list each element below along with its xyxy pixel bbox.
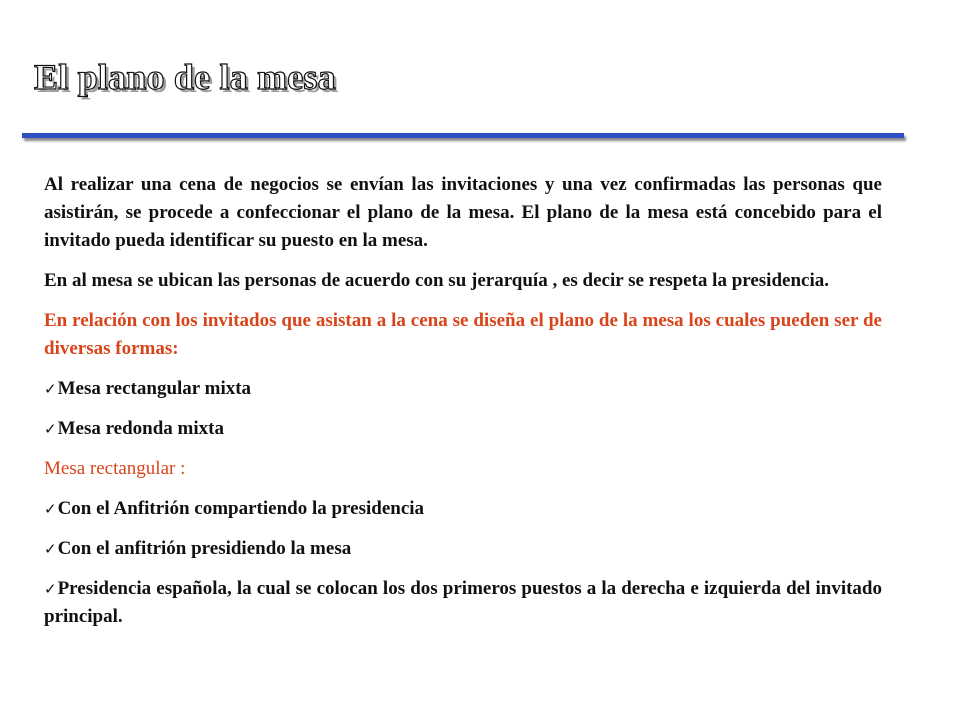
check-icon: ✓ [44,580,57,598]
list-item [44,575,882,631]
check-icon: ✓ [44,380,57,398]
list-item-text: Presidencia española, la cual se colocan los dos primeros puestos a la derecha e izquierda del invitado principal. [44,578,882,627]
check-icon: ✓ [44,420,57,438]
check-icon: ✓ [44,500,57,518]
paragraph-intro: Al realizar una cena de negocios se envían las invitaciones y una vez confirmadas las personas que asistirán, se procede a confeccionar el plano de la mesa. El plano de la mesa está concebido para el invitado pueda identificar su puesto en la mesa. [44,174,882,251]
list-item-text: Mesa rectangular mixta [57,378,252,399]
list-item-text: Mesa redonda mixta [57,418,224,439]
list-item [44,535,882,563]
paragraph-hierarchy: En al mesa se ubican las personas de acuerdo con su jerarquía , es decir se respeta la presidencia. [44,270,829,291]
check-icon: ✓ [44,540,57,558]
slide-body [44,171,882,643]
slide-title: El plano de la mesa [34,57,336,97]
list-item [44,415,882,443]
list-item [44,495,882,523]
subheading-rectangular: Mesa rectangular : [44,458,186,479]
paragraph-forms: En relación con los invitados que asistan a la cena se diseña el plano de la mesa los cuales pueden ser de diversas formas: [44,310,882,359]
list-item-text: Con el anfitrión presidiendo la mesa [57,538,352,559]
title-divider [22,133,904,138]
list-item-text: Con el Anfitrión compartiendo la presidencia [57,498,425,519]
list-item [44,375,882,403]
